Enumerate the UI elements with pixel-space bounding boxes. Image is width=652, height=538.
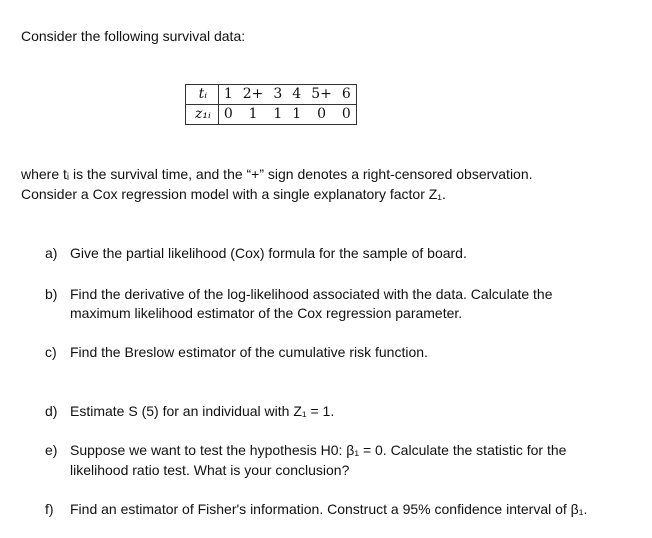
table-cell: 1	[273, 106, 283, 122]
table-cell: 0	[223, 106, 233, 122]
question-d-text: Estimate S (5) for an individual with Z₁ = 1.	[70, 403, 335, 419]
table-cell: 1	[248, 106, 258, 122]
question-e-text-line-2: likelihood ratio test. What is your conclusion?	[70, 462, 350, 478]
description-line-1: where tᵢ is the survival time, and the “+” sign denotes a right-censored observation.	[21, 166, 533, 182]
question-c-letter: c)	[45, 344, 57, 360]
table-row-covariate	[186, 105, 357, 125]
question-e-text-line-1: Suppose we want to test the hypothesis H0: β₁ = 0. Calculate the statistic for the	[70, 442, 567, 458]
table-row-times	[186, 85, 357, 105]
table-cell: 4	[287, 85, 306, 105]
question-b-text-line-2: maximum likelihood estimator of the Cox regression parameter.	[70, 305, 463, 321]
table-cell: 5+	[306, 85, 337, 105]
intro-text: Consider the following survival data:	[21, 28, 246, 44]
row-label-z: z₁ᵢ	[186, 105, 219, 125]
question-d-letter: d)	[45, 403, 58, 419]
table-cell: 0	[341, 106, 351, 122]
table-cell: 6	[337, 85, 356, 105]
table-cell: 1	[292, 106, 302, 122]
question-f-letter: f)	[45, 501, 54, 517]
row-label-t: tᵢ	[186, 85, 219, 105]
table-cell: 0	[317, 106, 326, 122]
question-c-text: Find the Breslow estimator of the cumulative risk function.	[70, 344, 428, 360]
question-a-letter: a)	[45, 245, 58, 261]
question-f-text: Find an estimator of Fisher's information. Construct a 95% confidence interval of β₁.	[70, 501, 588, 517]
table-cell: 2+	[238, 85, 269, 105]
question-e-letter: e)	[45, 442, 58, 458]
description-line-2: Consider a Cox regression model with a single explanatory factor Z₁.	[21, 186, 446, 202]
table-cell: 1	[218, 85, 237, 105]
survival-data-table	[185, 84, 357, 125]
table-cell: 3	[268, 85, 287, 105]
question-b-letter: b)	[45, 286, 58, 302]
question-a-text: Give the partial likelihood (Cox) formula for the sample of board.	[70, 245, 467, 261]
question-b-text-line-1: Find the derivative of the log-likelihood associated with the data. Calculate the	[70, 286, 553, 302]
